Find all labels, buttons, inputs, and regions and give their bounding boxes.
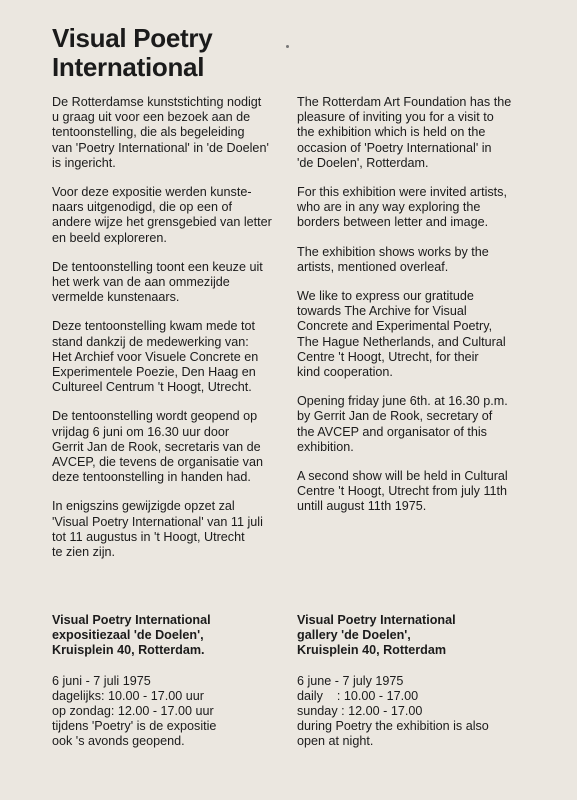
text-line: van 'Poetry International' in 'de Doelen' — [52, 140, 269, 155]
text-line: daily : 10.00 - 17.00 — [297, 688, 419, 703]
text-line: het werk van de aan ommezijde — [52, 275, 230, 290]
paragraph — [52, 319, 290, 395]
text-line: 'de Doelen', Rotterdam. — [297, 155, 429, 170]
text-line: Deze tentoonstelling kwam mede tot — [52, 319, 256, 334]
text-line: by Gerrit Jan de Rook, secretary of — [297, 409, 493, 424]
text-line: Concrete and Experimental Poetry, — [297, 319, 493, 334]
text-line: op zondag: 12.00 - 17.00 uur — [52, 704, 214, 719]
text-line: tentoonstelling, die als begeleiding — [52, 125, 245, 140]
paragraph — [297, 469, 537, 515]
text-line: u graag uit voor een bezoek aan de — [52, 110, 251, 125]
text-line: Experimentele Poezie, Den Haag en — [52, 365, 256, 380]
text-line: during Poetry the exhibition is also — [297, 719, 489, 734]
text-line: sunday : 12.00 - 17.00 — [297, 704, 423, 719]
text-line: In enigszins gewijzigde opzet zal — [52, 499, 235, 514]
title-line: International — [52, 52, 205, 82]
title-line: Visual Poetry — [52, 23, 213, 53]
text-line: For this exhibition were invited artists, — [297, 185, 507, 200]
text-line: Het Archief voor Visuele Concrete en — [52, 349, 259, 364]
text-line: 6 juni - 7 juli 1975 — [52, 673, 151, 688]
paragraph — [52, 499, 290, 560]
paragraph — [52, 95, 290, 171]
english-text-column — [297, 95, 537, 529]
text-line: We like to express our gratitude — [297, 289, 474, 304]
hours-block — [297, 674, 537, 750]
text-line: A second show will be held in Cultural — [297, 469, 508, 484]
text-line: dagelijks: 10.00 - 17.00 uur — [52, 688, 204, 703]
text-line: De tentoonstelling toont een keuze uit — [52, 259, 263, 274]
text-line: occasion of 'Poetry International' in — [297, 140, 492, 155]
text-line: naars uitgenodigd, die op een of — [52, 200, 232, 215]
text-line: vrijdag 6 juni om 16.30 uur door — [52, 424, 230, 439]
text-line: open at night. — [297, 734, 374, 749]
paragraph — [297, 394, 537, 455]
footer-english — [297, 613, 537, 750]
paragraph — [297, 185, 537, 231]
text-line: te zien zijn. — [52, 545, 115, 560]
text-line: stand dankzij de medewerking van: — [52, 334, 249, 349]
page-title — [52, 24, 212, 82]
text-line: tijdens 'Poetry' is de expositie — [52, 719, 217, 734]
text-line: The Rotterdam Art Foundation has the — [297, 95, 512, 109]
text-line: gallery 'de Doelen', — [297, 628, 411, 643]
text-line: borders between letter and image. — [297, 215, 489, 230]
text-line: The Hague Netherlands, and Cultural — [297, 334, 506, 349]
paragraph — [297, 95, 537, 171]
text-line: De tentoonstelling wordt geopend op — [52, 409, 258, 424]
paragraph — [297, 245, 537, 275]
text-line: Voor deze expositie werden kunste- — [52, 185, 252, 200]
text-line: Cultureel Centrum 't Hoogt, Utrecht. — [52, 380, 252, 395]
text-line: is ingericht. — [52, 155, 116, 170]
text-line: Centre 't Hoogt, Utrecht from july 11th — [297, 484, 508, 499]
text-line: pleasure of inviting you for a visit to — [297, 110, 494, 125]
text-line: Kruisplein 40, Rotterdam. — [52, 643, 205, 658]
venue-block — [297, 613, 537, 659]
text-line: exhibition. — [297, 439, 354, 454]
text-line: Visual Poetry International — [297, 613, 456, 627]
text-line: Kruisplein 40, Rotterdam — [297, 643, 447, 658]
text-line: towards The Archive for Visual — [297, 304, 467, 319]
text-line: Gerrit Jan de Rook, secretaris van de — [52, 439, 261, 454]
text-line: ook 's avonds geopend. — [52, 734, 185, 749]
paragraph — [52, 260, 290, 306]
paragraph — [297, 289, 537, 380]
text-line: The exhibition shows works by the — [297, 244, 489, 259]
text-line: kind cooperation. — [297, 365, 393, 380]
text-line: vermelde kunstenaars. — [52, 290, 180, 305]
text-line: deze tentoonstelling in handen had. — [52, 470, 251, 485]
paper-speck — [286, 45, 289, 48]
text-line: AVCEP, die tevens de organisatie van — [52, 455, 263, 470]
text-line: 'Visual Poetry International' van 11 juli — [52, 514, 263, 529]
text-line: Visual Poetry International — [52, 613, 211, 627]
text-line: the exhibition which is held on the — [297, 125, 486, 140]
text-line: who are in any way exploring the — [297, 200, 481, 215]
footer-dutch — [52, 613, 282, 750]
text-line: De Rotterdamse kunststichting nodigt — [52, 95, 262, 109]
text-line: andere wijze het grensgebied van letter — [52, 215, 272, 230]
dutch-text-column — [52, 95, 290, 574]
text-line: untill august 11th 1975. — [297, 499, 427, 514]
text-line: Opening friday june 6th. at 16.30 p.m. — [297, 394, 508, 409]
text-line: the AVCEP and organisator of this — [297, 424, 487, 439]
paragraph — [52, 185, 290, 246]
text-line: artists, mentioned overleaf. — [297, 259, 449, 274]
text-line: expositiezaal 'de Doelen', — [52, 628, 204, 643]
text-line: Centre 't Hoogt, Utrecht, for their — [297, 349, 479, 364]
paragraph — [52, 409, 290, 485]
text-line: 6 june - 7 july 1975 — [297, 673, 404, 688]
hours-block — [52, 674, 282, 750]
text-line: en beeld exploreren. — [52, 230, 167, 245]
venue-block — [52, 613, 282, 659]
text-line: tot 11 augustus in 't Hoogt, Utrecht — [52, 529, 245, 544]
